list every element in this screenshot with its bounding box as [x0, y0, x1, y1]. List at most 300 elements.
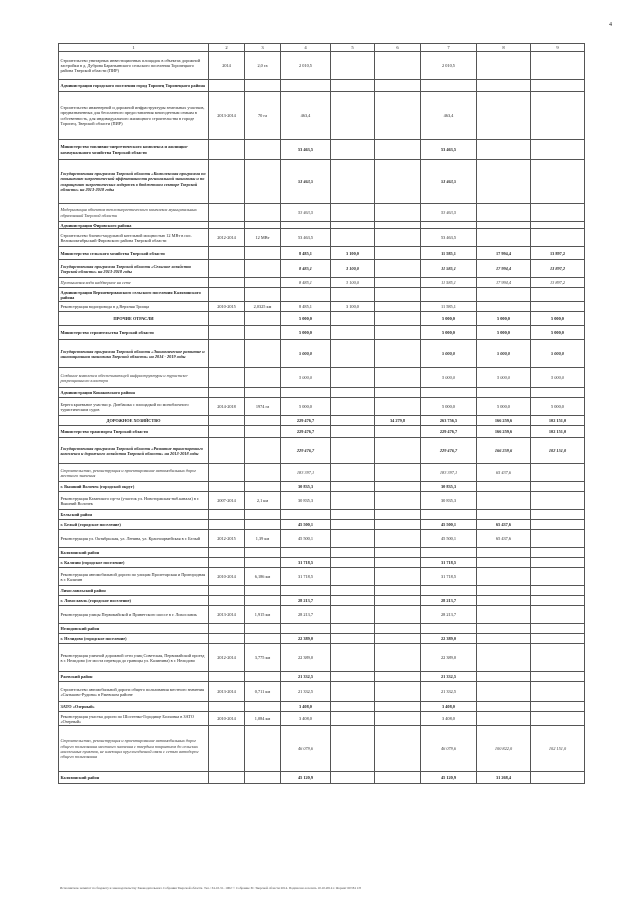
- row-value-cell: [375, 222, 421, 229]
- row-value-cell: 22 389,0: [281, 634, 331, 644]
- row-value-cell: 53 463,5: [281, 160, 331, 204]
- row-value-cell: [375, 140, 421, 160]
- row-value-cell: [477, 140, 531, 160]
- row-value-cell: [477, 558, 531, 568]
- row-value-cell: 46 079,6: [421, 726, 477, 772]
- row-value-cell: 1,915 км: [245, 606, 281, 624]
- row-label-cell: Строительство унитарных инвестиционных площадок в объектах дорожной застройки в д. Дуброва Бараньинского сельского поселения Торопецкого района Тверской области (ПИР): [59, 52, 209, 80]
- row-value-cell: [531, 388, 585, 398]
- row-value-cell: [531, 229, 585, 247]
- row-value-cell: 102 151,0: [531, 438, 585, 464]
- row-value-cell: [245, 326, 281, 340]
- row-value-cell: [209, 247, 245, 260]
- row-value-cell: 5 000,0: [477, 398, 531, 416]
- row-label-cell: Министерство топливно-энергетического комплекса и жилищно-коммунального хозяйства Тверской области: [59, 140, 209, 160]
- row-value-cell: [331, 92, 375, 140]
- row-label-cell: г. Вышний Волочек (городской округ): [59, 482, 209, 492]
- row-value-cell: 22 389,0: [421, 644, 477, 672]
- table-row: [59, 772, 585, 784]
- row-value-cell: [209, 260, 245, 278]
- row-value-cell: [421, 548, 477, 558]
- row-value-cell: [375, 278, 421, 288]
- row-value-cell: [331, 682, 375, 702]
- row-value-cell: [531, 644, 585, 672]
- row-value-cell: [209, 222, 245, 229]
- row-value-cell: 28 213,7: [421, 606, 477, 624]
- row-value-cell: [245, 520, 281, 530]
- row-value-cell: [375, 634, 421, 644]
- row-value-cell: [531, 682, 585, 702]
- row-value-cell: [331, 606, 375, 624]
- row-label-cell: Строительство автомобильной дороги общего пользования местного значения «Сытьково-Рудина» в Ржевском районе: [59, 682, 209, 702]
- row-value-cell: 229 476,7: [281, 416, 331, 426]
- table-row: [59, 568, 585, 586]
- table-row: [59, 492, 585, 510]
- row-value-cell: [245, 426, 281, 438]
- row-value-cell: 5 000,0: [477, 340, 531, 368]
- row-value-cell: 45 500,1: [421, 530, 477, 548]
- table-row: [59, 326, 585, 340]
- table-header-row: [59, 44, 585, 52]
- row-value-cell: [531, 530, 585, 548]
- row-label-cell: Модернизация объектов теплоэнергетического комплекса муниципальных образований Тверской области: [59, 204, 209, 222]
- header-cell: 9: [531, 44, 585, 52]
- row-value-cell: [375, 510, 421, 520]
- row-label-cell: ДОРОЖНОЕ ХОЗЯЙСТВО: [59, 416, 209, 426]
- row-value-cell: [375, 247, 421, 260]
- row-value-cell: [331, 548, 375, 558]
- row-value-cell: [245, 558, 281, 568]
- row-value-cell: [281, 222, 331, 229]
- row-value-cell: [209, 510, 245, 520]
- row-value-cell: 53 463,5: [281, 204, 331, 222]
- table-row: [59, 140, 585, 160]
- row-value-cell: [375, 568, 421, 586]
- row-value-cell: [245, 222, 281, 229]
- row-value-cell: 463,4: [281, 92, 331, 140]
- row-value-cell: 2014-2018: [209, 398, 245, 416]
- row-value-cell: [209, 586, 245, 596]
- row-value-cell: [245, 204, 281, 222]
- row-value-cell: [245, 80, 281, 92]
- row-value-cell: [375, 204, 421, 222]
- row-value-cell: 31 268,4: [477, 772, 531, 784]
- row-value-cell: [209, 624, 245, 634]
- row-value-cell: [281, 586, 331, 596]
- row-label-cell: Строительство блочно-модульной котельной мощностью 12 МВт в пос. Великооктябрьский Фировского района Тверской области: [59, 229, 209, 247]
- row-value-cell: 22 389,0: [421, 634, 477, 644]
- row-value-cell: [375, 482, 421, 492]
- row-value-cell: 21 332,5: [281, 672, 331, 682]
- row-value-cell: 1,39 км: [245, 530, 281, 548]
- row-value-cell: 11 585,1: [421, 247, 477, 260]
- table-row: [59, 312, 585, 326]
- row-value-cell: 263 756,5: [421, 416, 477, 426]
- row-label-cell: Государственная программа Тверской области «Экономическое развитие и инновационная экономика Тверской области» на 2014 - 2019 годы: [59, 340, 209, 368]
- row-value-cell: [245, 726, 281, 772]
- table-row: [59, 712, 585, 726]
- row-value-cell: [477, 606, 531, 624]
- row-value-cell: [531, 548, 585, 558]
- row-value-cell: [331, 672, 375, 682]
- row-value-cell: 2012-2014: [209, 229, 245, 247]
- row-value-cell: 102 151,0: [531, 726, 585, 772]
- row-value-cell: [375, 548, 421, 558]
- row-value-cell: [209, 204, 245, 222]
- row-value-cell: [245, 340, 281, 368]
- row-value-cell: 53 463,5: [421, 140, 477, 160]
- table-row: [59, 682, 585, 702]
- row-value-cell: [331, 568, 375, 586]
- row-value-cell: [331, 726, 375, 772]
- table-row: [59, 52, 585, 80]
- row-value-cell: [477, 596, 531, 606]
- row-value-cell: 100 822,0: [477, 726, 531, 772]
- row-value-cell: 17 994,4: [477, 247, 531, 260]
- row-value-cell: 31 718,5: [281, 558, 331, 568]
- row-value-cell: 21 332,5: [421, 682, 477, 702]
- row-value-cell: [531, 482, 585, 492]
- row-value-cell: 13 897,2: [531, 260, 585, 278]
- row-value-cell: 45 120,9: [421, 772, 477, 784]
- row-value-cell: [331, 288, 375, 302]
- table-row: [59, 672, 585, 682]
- row-value-cell: [421, 80, 477, 92]
- row-value-cell: [331, 520, 375, 530]
- row-value-cell: 3 100,0: [331, 302, 375, 312]
- row-value-cell: [477, 492, 531, 510]
- row-label-cell: Реконструкция улицы Первомайской и Приветского шоссе в г. Лихославль: [59, 606, 209, 624]
- table-row: [59, 548, 585, 558]
- row-value-cell: [531, 52, 585, 80]
- row-value-cell: 2012-2014: [209, 644, 245, 672]
- row-value-cell: 5 000,0: [421, 398, 477, 416]
- row-value-cell: [375, 492, 421, 510]
- row-label-cell: Администрация Верхневерманского сельского поселения Калязинского района: [59, 288, 209, 302]
- row-value-cell: 166 259,6: [477, 426, 531, 438]
- row-value-cell: [477, 712, 531, 726]
- row-value-cell: [375, 520, 421, 530]
- row-value-cell: 8 485,1: [281, 247, 331, 260]
- row-value-cell: [531, 702, 585, 712]
- header-cell: 4: [281, 44, 331, 52]
- row-value-cell: [421, 510, 477, 520]
- row-value-cell: 28 213,7: [281, 606, 331, 624]
- row-value-cell: 8 485,1: [281, 260, 331, 278]
- row-value-cell: 65 437,6: [477, 530, 531, 548]
- row-value-cell: [245, 416, 281, 426]
- row-value-cell: 2012-2015: [209, 530, 245, 548]
- row-value-cell: [531, 92, 585, 140]
- row-value-cell: [477, 510, 531, 520]
- budget-table: [58, 43, 585, 784]
- table-row: [59, 510, 585, 520]
- row-value-cell: [245, 438, 281, 464]
- row-value-cell: 5 000,0: [531, 326, 585, 340]
- row-value-cell: 5 000,0: [531, 340, 585, 368]
- row-value-cell: 34 279,8: [375, 416, 421, 426]
- row-label-cell: Государственная программа Тверской области «Сельское хозяйство Тверской области» на 2013-2018 годы: [59, 260, 209, 278]
- row-value-cell: [375, 388, 421, 398]
- row-value-cell: 13 897,2: [531, 247, 585, 260]
- row-value-cell: [477, 80, 531, 92]
- row-label-cell: Государственная программа Тверской области «Комплексная программа по повышению энергетической эффективности региональной экономики и по сокращению энергетических издержек в бюджетном секторе Тверской области» на 2013-2018 годы: [59, 160, 209, 204]
- row-value-cell: 0,711 км: [245, 682, 281, 702]
- row-value-cell: 53 463,5: [421, 204, 477, 222]
- row-value-cell: [281, 288, 331, 302]
- row-value-cell: [331, 558, 375, 568]
- row-value-cell: [281, 510, 331, 520]
- row-value-cell: [331, 416, 375, 426]
- row-label-cell: Строительство, реконструкция и проектирование автомобильных дорог общего пользования местного значения с твердым покрытием до сельских населенных пунктов, не имеющих круглогодичной связи с сетью автодорог общего пользования: [59, 726, 209, 772]
- row-label-cell: Калязинский район: [59, 772, 209, 784]
- table-row: [59, 368, 585, 388]
- row-label-cell: г. Белый (городское поселение): [59, 520, 209, 530]
- row-label-cell: Администрация Конаковского района: [59, 388, 209, 398]
- row-value-cell: [375, 229, 421, 247]
- row-value-cell: [477, 644, 531, 672]
- table-row: [59, 204, 585, 222]
- row-label-cell: Реконструкция уличной дорожной сети улиц Советская, Первомайский проезд в г. Нелидово (от моста перевода до границы ул. Калинина) в г. Нелидово: [59, 644, 209, 672]
- row-label-cell: г. Лихославль (городское поселение): [59, 596, 209, 606]
- table-row: [59, 80, 585, 92]
- row-value-cell: [375, 302, 421, 312]
- row-value-cell: 5 000,0: [281, 398, 331, 416]
- row-value-cell: [331, 340, 375, 368]
- table-row: [59, 288, 585, 302]
- row-value-cell: [531, 586, 585, 596]
- row-value-cell: [531, 772, 585, 784]
- row-value-cell: 30 835,3: [281, 482, 331, 492]
- row-value-cell: [531, 464, 585, 482]
- row-value-cell: [477, 672, 531, 682]
- row-value-cell: 102 151,0: [531, 426, 585, 438]
- row-value-cell: [245, 510, 281, 520]
- row-value-cell: [421, 288, 477, 302]
- table-row: [59, 222, 585, 229]
- row-value-cell: [331, 586, 375, 596]
- table-row: [59, 340, 585, 368]
- row-value-cell: [331, 624, 375, 634]
- row-value-cell: [281, 388, 331, 398]
- row-value-cell: 2013-2014: [209, 92, 245, 140]
- row-value-cell: [375, 368, 421, 388]
- row-label-cell: г. Калязин (городское поселение): [59, 558, 209, 568]
- row-value-cell: [421, 388, 477, 398]
- row-value-cell: [245, 624, 281, 634]
- row-value-cell: [245, 247, 281, 260]
- row-value-cell: [331, 326, 375, 340]
- row-label-cell: Бельский район: [59, 510, 209, 520]
- table-row: [59, 482, 585, 492]
- row-value-cell: [209, 340, 245, 368]
- row-value-cell: [245, 634, 281, 644]
- row-value-cell: [209, 312, 245, 326]
- row-value-cell: [375, 682, 421, 702]
- row-value-cell: 45 500,1: [281, 530, 331, 548]
- page-number: 4: [609, 22, 612, 28]
- row-label-cell: Строительство, реконструкция и проектирование автомобильных дорог местного значения: [59, 464, 209, 482]
- table-row: [59, 644, 585, 672]
- row-value-cell: [209, 438, 245, 464]
- row-value-cell: [209, 672, 245, 682]
- row-value-cell: [375, 438, 421, 464]
- row-value-cell: 3 100,0: [331, 247, 375, 260]
- row-value-cell: [245, 278, 281, 288]
- row-value-cell: [209, 726, 245, 772]
- row-value-cell: 5 000,0: [477, 326, 531, 340]
- row-label-cell: Строительство инженерной и дорожной инфраструктуры земельных участков, предназначенных для бесплатного предоставления многодетным семьям в собственность, для индивидуального жилищного строительства в городе Торопец, Тверской области (ПИР): [59, 92, 209, 140]
- row-value-cell: 3 408,0: [421, 702, 477, 712]
- table-row: [59, 702, 585, 712]
- row-value-cell: [375, 326, 421, 340]
- row-value-cell: 2,1 км: [245, 492, 281, 510]
- row-value-cell: [375, 160, 421, 204]
- row-value-cell: [477, 52, 531, 80]
- row-value-cell: [531, 302, 585, 312]
- row-value-cell: 1974 га: [245, 398, 281, 416]
- row-value-cell: 21 332,5: [421, 672, 477, 682]
- row-value-cell: [331, 772, 375, 784]
- row-value-cell: [375, 426, 421, 438]
- row-value-cell: [375, 80, 421, 92]
- row-value-cell: [245, 368, 281, 388]
- row-value-cell: 2010-2015: [209, 302, 245, 312]
- row-label-cell: г. Нелидово (городское поселение): [59, 634, 209, 644]
- row-value-cell: [245, 388, 281, 398]
- row-label-cell: ЗАТО «Озерный»: [59, 702, 209, 712]
- page-footer: Исполнитель: комитет по бюджету и законодательству Законодательного Собрания Тверской области. Тел.: 34-10-51. 1002 © Собрание ЗС Тверской области 2014. Подписано в печать 10.10.2014 г. Формат 60×84 1/8: [60, 886, 361, 890]
- row-value-cell: 8 485,1: [281, 302, 331, 312]
- row-value-cell: 183 397,1: [421, 464, 477, 482]
- row-label-cell: Берега краевьное участки р. Донбашка с площадкой по моноблочного туристическим судов: [59, 398, 209, 416]
- row-value-cell: [331, 438, 375, 464]
- row-value-cell: [531, 606, 585, 624]
- row-value-cell: [375, 726, 421, 772]
- row-value-cell: 17 994,4: [477, 260, 531, 278]
- table-row: [59, 302, 585, 312]
- row-value-cell: 30 835,3: [421, 492, 477, 510]
- row-value-cell: [375, 672, 421, 682]
- row-value-cell: [245, 312, 281, 326]
- row-value-cell: 229 476,7: [281, 438, 331, 464]
- row-value-cell: [209, 80, 245, 92]
- row-value-cell: [477, 204, 531, 222]
- row-value-cell: [331, 388, 375, 398]
- row-value-cell: [421, 222, 477, 229]
- row-label-cell: Нелидовский район: [59, 624, 209, 634]
- row-label-cell: Реконструкция водопровода в д.Верхняя Троица: [59, 302, 209, 312]
- row-value-cell: 28 213,7: [421, 596, 477, 606]
- table-row: [59, 606, 585, 624]
- row-value-cell: [531, 160, 585, 204]
- row-value-cell: [477, 702, 531, 712]
- row-label-cell: Реконструкция автомобильной дороги по улицам Пролетарская и Пригородная в г. Калязин: [59, 568, 209, 586]
- row-value-cell: [477, 160, 531, 204]
- row-value-cell: [209, 596, 245, 606]
- table-row: [59, 398, 585, 416]
- row-value-cell: [375, 92, 421, 140]
- row-value-cell: [245, 482, 281, 492]
- row-value-cell: [281, 80, 331, 92]
- row-value-cell: 2010-2014: [209, 568, 245, 586]
- table-row: [59, 520, 585, 530]
- table-body: [59, 44, 585, 784]
- header-cell: 8: [477, 44, 531, 52]
- row-value-cell: 229 476,7: [421, 426, 477, 438]
- row-value-cell: 5 000,0: [531, 312, 585, 326]
- row-value-cell: 5 000,0: [281, 368, 331, 388]
- row-value-cell: [531, 520, 585, 530]
- row-value-cell: 2,0325 км: [245, 302, 281, 312]
- header-cell: 7: [421, 44, 477, 52]
- row-value-cell: 65 437,6: [477, 520, 531, 530]
- row-value-cell: [209, 464, 245, 482]
- row-label-cell: Администрация городского поселения город Торопец Торопецкого района: [59, 80, 209, 92]
- row-value-cell: [477, 624, 531, 634]
- row-value-cell: [331, 140, 375, 160]
- row-value-cell: [375, 624, 421, 634]
- row-value-cell: [331, 644, 375, 672]
- row-value-cell: [331, 222, 375, 229]
- row-value-cell: [331, 229, 375, 247]
- row-value-cell: [245, 672, 281, 682]
- row-value-cell: 45 500,1: [281, 520, 331, 530]
- row-value-cell: 2,0 га: [245, 52, 281, 80]
- row-value-cell: 53 463,5: [281, 140, 331, 160]
- row-value-cell: [331, 160, 375, 204]
- row-value-cell: 166 259,6: [477, 416, 531, 426]
- table-row: [59, 229, 585, 247]
- table-row: [59, 558, 585, 568]
- row-value-cell: 5 000,0: [421, 326, 477, 340]
- row-value-cell: [375, 288, 421, 302]
- row-value-cell: 11 585,1: [421, 278, 477, 288]
- table-row: [59, 624, 585, 634]
- row-value-cell: [209, 772, 245, 784]
- row-value-cell: 5 000,0: [477, 312, 531, 326]
- row-value-cell: [375, 52, 421, 80]
- row-value-cell: [375, 644, 421, 672]
- row-value-cell: [375, 596, 421, 606]
- row-value-cell: [531, 222, 585, 229]
- row-value-cell: [331, 312, 375, 326]
- row-value-cell: [375, 606, 421, 624]
- table-row: [59, 416, 585, 426]
- row-label-cell: Пустышевая вода наддверное на сете: [59, 278, 209, 288]
- row-value-cell: 5 000,0: [531, 398, 585, 416]
- header-cell: 1: [59, 44, 209, 52]
- header-cell: 3: [245, 44, 281, 52]
- row-value-cell: [531, 492, 585, 510]
- row-value-cell: 2013-2014: [209, 606, 245, 624]
- row-value-cell: [331, 426, 375, 438]
- table-row: [59, 726, 585, 772]
- row-value-cell: [375, 586, 421, 596]
- row-value-cell: [331, 464, 375, 482]
- row-value-cell: [375, 340, 421, 368]
- row-value-cell: 17 994,4: [477, 278, 531, 288]
- row-value-cell: 11 585,1: [421, 302, 477, 312]
- row-value-cell: 45 120,9: [281, 772, 331, 784]
- row-label-cell: Государственная программа Тверской области «Развитие транспортного комплекса и дорожного хозяйства Тверской области» на 2013-2018 годы: [59, 438, 209, 464]
- row-value-cell: [477, 634, 531, 644]
- row-value-cell: [245, 548, 281, 558]
- row-value-cell: [531, 288, 585, 302]
- row-label-cell: Министерство транспорта Тверской области: [59, 426, 209, 438]
- row-value-cell: [375, 712, 421, 726]
- row-value-cell: [209, 482, 245, 492]
